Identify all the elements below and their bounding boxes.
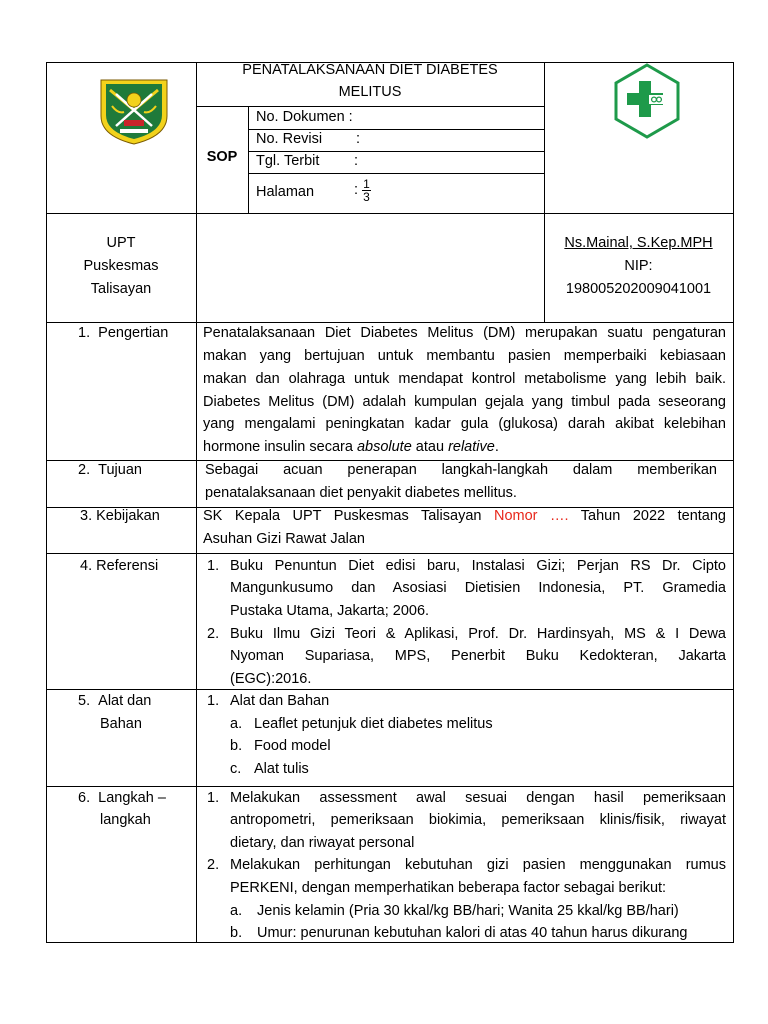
kebijakan-text: SK Kepala UPT Puskesmas Talisayan bbox=[203, 508, 494, 524]
alat-sub-letter: c. bbox=[230, 761, 242, 777]
org-line3: Talisayan bbox=[90, 281, 152, 297]
langkah-sub-item: Jenis kelamin (Pria 30 kkal/kg BB/hari; Wanita 25 kkal/kg BB/hari) bbox=[257, 903, 679, 919]
kebijakan-nomor-placeholder: Nomor …. bbox=[493, 508, 569, 524]
org-line2: Puskesmas bbox=[83, 258, 159, 274]
langkah-item1-line: dietary, dan riwayat personal bbox=[230, 835, 415, 851]
no-dokumen-label: No. Dokumen : bbox=[256, 109, 353, 125]
tujuan-line: penatalaksanaan diet penyakit diabetes mellitus. bbox=[205, 485, 517, 501]
document-title-line2: MELITUS bbox=[338, 84, 402, 100]
pengertian-line: yang mengalami peningkatan kadar gula (glukosa) darah akibat kelebihan bbox=[203, 416, 726, 432]
referensi-item1-line: Mangunkusumo dan Asosiasi Dietisien Indonesia, PT. Gramedia bbox=[230, 580, 726, 596]
referensi-item2-line: Nyoman Supariasa, MPS, Penerbit Buku Kedokteran, Jakarta bbox=[230, 648, 726, 664]
alat-sub-letter: a. bbox=[230, 716, 243, 732]
referensi-item1-line: Buku Penuntun Diet edisi baru, Instalasi Gizi; Perjan RS Dr. Cipto bbox=[230, 558, 726, 574]
alat-sub-item: Alat tulis bbox=[254, 761, 309, 777]
referensi-label: 4. Referensi bbox=[80, 558, 159, 574]
nip-number: 198005202009041001 bbox=[565, 281, 712, 297]
pengertian-line: makan dan olahraga untuk mendapat kontrol metabolisme yang lebih baik. bbox=[203, 371, 726, 387]
langkah-item2-line: Melakukan perhitungan kebutuhan gizi pasien menggunakan rumus bbox=[230, 857, 726, 873]
langkah-item2-line: PERKENI, dengan memperhatikan beberapa factor sebagai berikut: bbox=[230, 880, 667, 896]
langkah-item1-line: Melakukan assessment awal sesuai dengan hasil pemeriksaan bbox=[230, 790, 726, 806]
signatory-name: Ns.Mainal, S.Kep.MPH bbox=[564, 235, 713, 251]
langkah-sub-letter: b. bbox=[230, 925, 243, 941]
alat-sub-letter: b. bbox=[230, 738, 243, 754]
pengertian-line: Penatalaksanaan Diet Diabetes Melitus (DM) merupakan suatu pengaturan bbox=[203, 325, 726, 341]
org-line1: UPT bbox=[106, 235, 136, 251]
tgl-terbit-colon: : bbox=[354, 153, 359, 169]
regional-emblem-logo bbox=[96, 76, 172, 146]
alat-sub-item: Food model bbox=[254, 738, 331, 754]
tgl-terbit-label: Tgl. Terbit bbox=[256, 153, 320, 169]
page-total: 3 bbox=[363, 189, 370, 204]
pengertian-label: 1. Pengertian bbox=[78, 325, 169, 341]
kebijakan-line: Asuhan Gizi Rawat Jalan bbox=[203, 531, 365, 547]
alat-label-line2: Bahan bbox=[100, 716, 142, 732]
langkah-item1-line: antropometri, pemeriksaan biokimia, pemeriksaan klinis/fisik, riwayat bbox=[230, 812, 726, 828]
langkah-label-line1: 6. Langkah – bbox=[78, 790, 166, 806]
nip-label: NIP: bbox=[624, 258, 653, 274]
alat-item-number: 1. bbox=[207, 693, 220, 709]
kebijakan-line bbox=[203, 505, 726, 528]
pengertian-italic-absolute: absolute bbox=[356, 439, 412, 455]
alat-label-line1: 5. Alat dan bbox=[78, 693, 152, 709]
langkah-label-line2: langkah bbox=[100, 812, 151, 828]
sop-label: SOP bbox=[206, 149, 238, 165]
pengertian-italic-relative: relative bbox=[448, 439, 495, 455]
langkah-item1-number: 1. bbox=[207, 790, 220, 806]
langkah-sub-item: Umur: penurunan kebutuhan kalori di atas 40 tahun harus dikurang bbox=[257, 925, 688, 941]
health-center-logo bbox=[609, 63, 685, 139]
langkah-sub-letter: a. bbox=[230, 903, 243, 919]
pengertian-line: makan yang bertujuan untuk membantu pasien memperbaiki kebiasaan bbox=[203, 348, 726, 364]
referensi-item2-number: 2. bbox=[207, 626, 220, 642]
page-fraction bbox=[362, 178, 371, 203]
pengertian-text: . bbox=[494, 439, 499, 455]
pengertian-last-line bbox=[203, 436, 499, 459]
document-title-line1: PENATALAKSANAAN DIET DIABETES bbox=[242, 62, 498, 78]
no-revisi-label: No. Revisi bbox=[256, 131, 323, 147]
pengertian-line: Diabetes Melitus (DM) adalah kumpulan gejala yang timbul pada seseorang bbox=[203, 394, 726, 410]
referensi-item1-number: 1. bbox=[207, 558, 220, 574]
tujuan-label: 2. Tujuan bbox=[78, 462, 142, 478]
kebijakan-label: 3. Kebijakan bbox=[80, 508, 160, 524]
halaman-colon: : bbox=[354, 182, 359, 198]
halaman-label: Halaman bbox=[256, 184, 315, 200]
halaman-value bbox=[354, 175, 371, 205]
langkah-item2-number: 2. bbox=[207, 857, 220, 873]
no-revisi-colon: : bbox=[356, 131, 361, 147]
referensi-item1-line: Pustaka Utama, Jakarta; 2006. bbox=[230, 603, 430, 619]
page-number: 1 bbox=[363, 176, 370, 191]
alat-item: Alat dan Bahan bbox=[230, 693, 330, 709]
pengertian-text: atau bbox=[411, 439, 449, 455]
kebijakan-text: Tahun 2022 tentang bbox=[568, 508, 726, 524]
tujuan-line: Sebagai acuan penerapan langkah-langkah dalam memberikan bbox=[205, 462, 717, 478]
pengertian-text: hormone insulin secara bbox=[203, 439, 357, 455]
referensi-item2-line: (EGC):2016. bbox=[230, 671, 312, 687]
alat-sub-item: Leaflet petunjuk diet diabetes melitus bbox=[254, 716, 493, 732]
referensi-item2-line: Buku Ilmu Gizi Teori & Aplikasi, Prof. Dr. Hardinsyah, MS & I Dewa bbox=[230, 626, 726, 642]
